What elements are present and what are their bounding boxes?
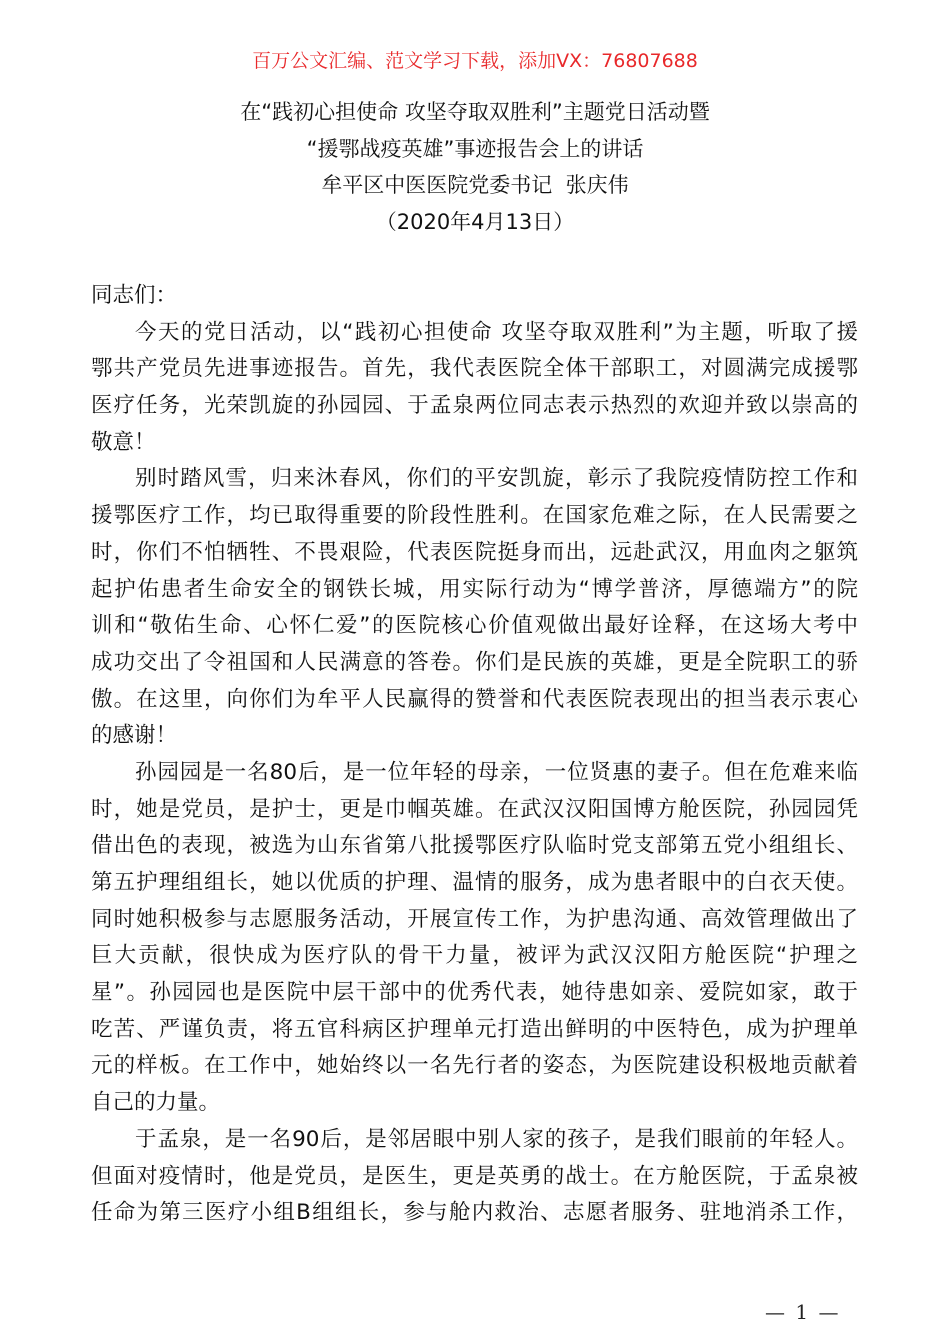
paragraph-line: 援鄂医疗工作，均已取得重要的阶段性胜利。在国家危难之际，在人民需要之 [91, 503, 858, 529]
paragraph-line: 巨大贡献，很快成为医疗队的骨干力量，被评为武汉汉阳方舱医院“护理之 [91, 943, 858, 969]
paragraph-line: 医疗任务，光荣凯旋的孙园园、于孟泉两位同志表示热烈的欢迎并致以崇高的 [91, 393, 858, 419]
paragraph-line: 元的样板。在工作中，她始终以一名先行者的姿态，为医院建设积极地贡献着 [91, 1053, 858, 1079]
paragraph-line: 时，你们不怕牺牲、不畏艰险，代表医院挺身而出，远赴武汉，用血肉之躯筑 [91, 539, 858, 565]
title-line-1: 在“践初心担使命 攻坚夺取双胜利”主题党日活动暨 [240, 100, 710, 124]
paragraph-line: 敬意！ [91, 429, 156, 455]
paragraph-line: 时，她是党员，是护士，更是巾帼英雄。在武汉汉阳国博方舱医院，孙园园凭 [91, 796, 858, 822]
author-line: 牟平区中医医院党委书记 张庆伟 [321, 173, 629, 198]
paragraph-line: 借出色的表现，被选为山东省第八批援鄂医疗队临时党支部第五党小组组长、 [91, 833, 858, 859]
date-line: （2020年4月13日） [375, 210, 575, 235]
paragraph-line: 的感谢！ [91, 723, 178, 749]
paragraph-line: 同时她积极参与志愿服务活动，开展宣传工作，为护患沟通、高效管理做出了 [91, 906, 858, 932]
paragraph-line: 自己的力量。 [91, 1090, 221, 1116]
paragraph-line: 傲。在这里，向你们为牟平人民赢得的赞誉和代表医院表现出的担当表示衷心 [91, 686, 858, 712]
paragraph-line: 别时踏风雪，归来沐春风，你们的平安凯旋，彰示了我院疫情防控工作和 [135, 466, 858, 492]
paragraph-line: 星”。孙园园也是医院中层干部中的优秀代表，她待患如亲、爱院如家，敢于 [91, 980, 858, 1006]
paragraph [91, 315, 858, 462]
paragraph-line: 任命为第三医疗小组B组组长，参与舱内救治、志愿者服务、驻地消杀工作， [91, 1200, 858, 1226]
paragraph [91, 1122, 858, 1232]
paragraph [91, 755, 858, 1122]
paragraph-line: 起护佑患者生命安全的钢铁长城，用实际行动为“博学普济，厚德端方”的院 [91, 576, 858, 602]
paragraph-line: 第五护理组组长，她以优质的护理、温情的服务，成为患者眼中的白衣天使。 [91, 870, 858, 895]
page-number: — 1 — [765, 1300, 841, 1324]
paragraph-line: 吃苦、严谨负责，将五官科病区护理单元打造出鲜明的中医特色，成为护理单 [91, 1016, 858, 1042]
paragraph [91, 461, 858, 755]
title-line-2: “援鄂战疫英雄”事迹报告会上的讲话 [306, 136, 644, 161]
paragraph-line: 孙园园是一名80后，是一位年轻的母亲，一位贤惠的妻子。但在危难来临 [135, 759, 858, 785]
document-title [0, 94, 950, 241]
watermark-banner: 百万公文汇编、范文学习下载，添加VX：76807688 [252, 50, 698, 72]
paragraph-line: 但面对疫情时，他是党员，是医生，更是英勇的战士。在方舱医院，于孟泉被 [91, 1163, 858, 1189]
paragraph-line: 训和“敬佑生命、心怀仁爱”的医院核心价值观做出最好诠释，在这场大考中 [91, 613, 858, 639]
paragraph-line: 今天的党日活动，以“践初心担使命 攻坚夺取双胜利”为主题，听取了援 [135, 319, 858, 345]
salutation: 同志们： [91, 283, 178, 308]
paragraph-line: 于孟泉，是一名90后，是邻居眼中别人家的孩子，是我们眼前的年轻人。 [135, 1126, 858, 1152]
paragraph-line: 成功交出了令祖国和人民满意的答卷。你们是民族的英雄，更是全院职工的骄 [91, 649, 858, 675]
document-body [91, 278, 858, 1232]
paragraph-line: 鄂共产党员先进事迹报告。首先，我代表医院全体干部职工，对圆满完成援鄂 [91, 356, 858, 382]
